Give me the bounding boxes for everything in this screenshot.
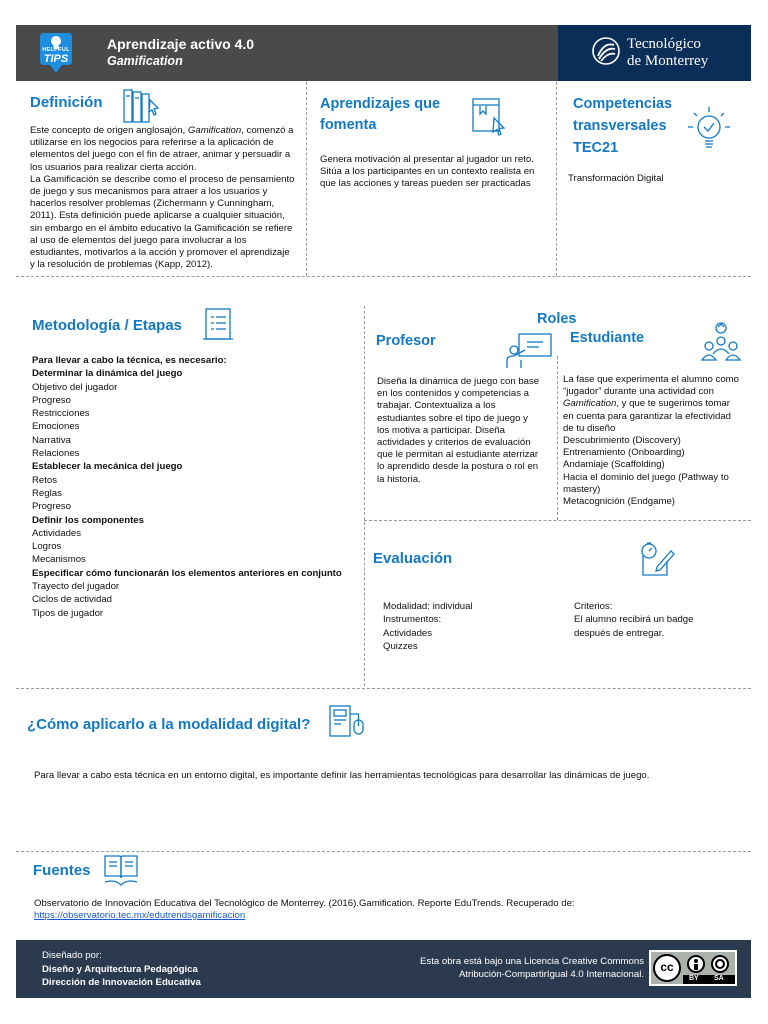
metodologia-item: Trayecto del jugador — [32, 581, 120, 593]
header-bar — [16, 25, 558, 81]
divider — [364, 306, 365, 686]
divider — [556, 82, 557, 276]
evaluacion-left-line: Modalidad: individual — [383, 601, 473, 612]
metodologia-item: Mecanismos — [32, 554, 86, 566]
footer-dept2: Dirección de Innovación Educativa — [42, 977, 201, 988]
aprendizajes-text: Genera motivación al presentar al jugador un reto. Sitúa a los participantes en un contexto realista en que las acciones y tareas pueden ser practicadas — [320, 154, 535, 190]
metodologia-item: Reglas — [32, 487, 62, 499]
evaluacion-left-line: Instrumentos: — [383, 614, 442, 626]
estudiante-item: Andamiaje (Scaffolding) — [563, 459, 665, 471]
metodologia-item: Progreso — [32, 501, 71, 513]
definicion-text-em: Gamification — [187, 125, 242, 136]
estudiante-text — [563, 374, 743, 508]
competencias-heading-line1: Competencias — [573, 96, 673, 112]
definicion-text-b: , comenzó a utilizarse en los negocios para referirse a la aplicación de elementos del juego con el fin de atraer, animar y persuadir a los usuarios para realizar cierta acción. — [30, 125, 294, 173]
lightbulb-icon — [686, 103, 732, 160]
evaluacion-right-line: Criterios: — [574, 601, 613, 612]
book-cursor-icon — [470, 96, 510, 141]
section-heading-fuentes: Fuentes — [33, 862, 91, 879]
footer-dept1: Diseño y Arquitectura Pedagógica — [42, 964, 198, 975]
metodologia-item: Especificar cómo funcionarán los elementos anteriores en conjunto — [32, 567, 342, 579]
metodologia-item: Establecer la mecánica del juego — [32, 461, 183, 473]
computer-mouse-icon — [327, 704, 367, 743]
metodologia-list — [32, 354, 342, 620]
aprendizajes-heading-line1: Aprendizajes que — [320, 96, 441, 112]
profesor-text: Diseña la dinámica de juego con base en los contenidos y competencias a trabajar. Contextualiza a los estudiantes sobre el tipo de juego y los motiva a participar. Diseña actividades y criterios de evaluación que le permitan al estudiante aterrizar lo aprendido desde la postura o rol en la historia. — [377, 376, 540, 485]
section-heading-digital: ¿Cómo aplicarlo a la modalidad digital? — [27, 716, 311, 733]
definicion-text-a: Este concepto de origen anglosajón, — [30, 125, 188, 136]
section-heading-metodologia: Metodología / Etapas — [32, 317, 183, 334]
fuentes-text: Observatorio de Innovación Educativa del Tecnológico de Monterrey. (2016).Gamification. Reporte EduTrends. Recuperado de: — [34, 898, 575, 909]
metodologia-item: Relaciones — [32, 448, 80, 460]
students-group-icon — [700, 320, 742, 367]
footer-license-line2: Atribución-CompartirIgual 4.0 Internacional. — [458, 969, 644, 980]
competencias-text: Transformación Digital — [568, 173, 664, 184]
metodologia-item: Logros — [32, 541, 62, 553]
page-subtitle: Gamification — [107, 54, 183, 68]
page-title: Aprendizaje activo 4.0 — [107, 36, 255, 52]
competencias-heading-line2: transversales — [573, 118, 667, 134]
metodologia-item: Ciclos de actividad — [32, 594, 112, 606]
footer-license — [380, 955, 644, 981]
divider — [16, 276, 751, 277]
aprendizajes-heading-line2: fomenta — [320, 117, 377, 133]
cc-icon: cc — [660, 960, 674, 974]
metodologia-item: Actividades — [32, 527, 82, 539]
estudiante-item: Hacia el dominio del juego (Pathway to mastery) — [563, 471, 729, 495]
divider — [306, 82, 307, 276]
evaluacion-right — [574, 600, 693, 640]
metodologia-item: Retos — [32, 474, 58, 486]
definicion-text — [30, 125, 296, 271]
metodologia-item: Narrativa — [32, 434, 71, 446]
books-icon — [122, 88, 162, 129]
evaluacion-right-line: El alumno recibirá un badge — [574, 614, 694, 626]
evaluacion-left-line: Quizzes — [383, 641, 418, 653]
estudiante-text-a: La fase que experimenta el alumno como “jugador” durante una actividad con — [563, 374, 739, 398]
stopwatch-pencil-icon — [637, 541, 677, 582]
profesor-heading: Profesor — [376, 333, 436, 349]
evaluacion-left-line: Actividades — [383, 627, 433, 639]
competencias-heading-line3: TEC21 — [573, 140, 619, 156]
evaluacion-right-line: después de entregar. — [574, 627, 665, 639]
evaluacion-left — [383, 600, 473, 654]
section-heading-aprendizajes — [320, 94, 440, 136]
estudiante-text-b: , y que te sugerimos tomar en cuenta para garantizar la efectividad de tu diseño — [563, 398, 731, 434]
digital-text: Para llevar a cabo esta técnica en un entorno digital, es importante definir las herramientas tecnológicas para desarrollar las dinámicas de juego. — [34, 770, 650, 781]
estudiante-heading: Estudiante — [570, 330, 645, 346]
open-book-hand-icon — [101, 852, 141, 893]
metodologia-item: Restricciones — [32, 408, 90, 420]
fuentes-link[interactable]: https://observatorio.tec.mx/edutrendsgamificacion — [34, 910, 246, 921]
estudiante-text-em: Gamification — [563, 398, 617, 410]
footer-license-line1: Esta obra está bajo una Licencia Creative Commons — [420, 956, 644, 967]
metodologia-item: Definir los componentes — [32, 514, 144, 526]
checklist-icon — [202, 306, 234, 347]
estudiante-item: Entrenamiento (Onboarding) — [563, 447, 685, 459]
institution-name-line1: Tecnológico — [627, 36, 701, 52]
metodologia-item: Progreso — [32, 394, 71, 406]
divider — [16, 688, 751, 689]
section-heading-definicion: Definición — [30, 94, 103, 111]
definicion-text-p2: La Gamificación se describe como el proceso de pensamiento de juego y sus mecanismos para atraer a los usuarios y hacerlos resolver problemas (Zichermann y Cunningham, 2011). Esta definición puede aplicarse a cualquier situación, sin embargo en el ámbito educativo la Gamificación se refiere al uso de elementos del juego para involucrar a los estudiantes, motivarlos a la acción y promover el aprendizaje y la resolución de problemas (Kapp, 2012). — [30, 173, 295, 271]
section-heading-evaluacion: Evaluación — [373, 550, 453, 567]
metodologia-item: Para llevar a cabo la técnica, es necesario: — [32, 355, 227, 366]
divider — [557, 356, 558, 520]
metodologia-item: Objetivo del jugador — [32, 381, 118, 393]
metodologia-item: Emociones — [32, 421, 80, 433]
teacher-board-icon — [505, 332, 553, 375]
attribution-icon — [687, 955, 705, 973]
badge-text-helpful: HELPFUL — [42, 47, 70, 53]
estudiante-item: Metacognición (Endgame) — [563, 496, 675, 508]
section-heading-competencias — [573, 93, 672, 159]
tec-logo-icon — [590, 36, 622, 71]
footer-designed-by: Diseñado por: — [42, 950, 102, 961]
section-heading-roles: Roles — [537, 311, 577, 327]
badge-text-tips: TIPS — [43, 53, 69, 65]
metodologia-item: Tipos de jugador — [32, 607, 104, 619]
cc-by-label: BY — [689, 975, 699, 982]
institution-name-line2: de Monterrey — [627, 53, 709, 69]
cc-by-sa-badge[interactable] — [649, 950, 737, 986]
share-alike-icon — [711, 955, 729, 973]
metodologia-item: Determinar la dinámica del juego — [32, 368, 183, 380]
cc-sa-label: SA — [714, 975, 724, 982]
estudiante-item: Descubrimiento (Discovery) — [563, 435, 681, 447]
divider — [364, 520, 751, 521]
